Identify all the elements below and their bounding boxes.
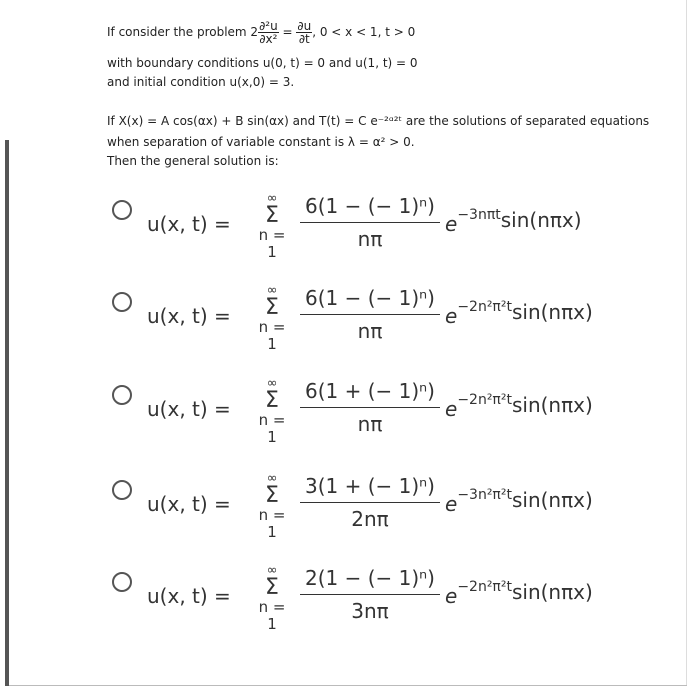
exponent: −3n²π²t	[457, 487, 512, 503]
option-lhs: u(x, t) =	[147, 492, 231, 516]
exponential-term	[445, 392, 593, 421]
sigma-symbol: Σ	[265, 295, 279, 320]
exponential-term	[445, 487, 593, 516]
exponential-term	[445, 579, 593, 608]
exp-base: e	[445, 397, 458, 421]
exp-base: e	[445, 584, 458, 608]
fraction-denominator: 2nπ	[351, 507, 389, 531]
pde-lhs-den: ∂x²	[259, 32, 278, 46]
pde-lhs-fraction	[258, 20, 279, 45]
fraction-numerator: 3(1 + (− 1)ⁿ)	[300, 474, 440, 503]
radio-button[interactable]	[112, 572, 132, 592]
summation	[252, 284, 292, 353]
answer-option-3[interactable]	[112, 376, 672, 465]
sum-upper-limit: ∞	[266, 376, 278, 391]
sine-term: sin(nπx)	[511, 393, 593, 417]
exp-base: e	[445, 304, 458, 328]
summation	[252, 377, 292, 446]
option-lhs: u(x, t) =	[147, 397, 231, 421]
sum-lower-limit: n = 1	[258, 318, 286, 353]
exponent: −3nπt	[457, 207, 501, 223]
sum-lower-limit: n = 1	[258, 598, 286, 633]
fraction-numerator: 2(1 − (− 1)ⁿ)	[300, 566, 440, 595]
left-border-bar	[5, 140, 9, 686]
sum-lower-limit: n = 1	[258, 506, 286, 541]
coefficient-fraction	[300, 474, 440, 531]
pde-rhs-fraction	[296, 20, 312, 45]
coefficient-fraction	[300, 379, 440, 436]
pde-domain: , 0 < x < 1, t > 0	[312, 25, 416, 39]
sine-term: sin(nπx)	[511, 580, 593, 604]
option-lhs: u(x, t) =	[147, 212, 231, 236]
fraction-denominator: nπ	[357, 319, 383, 343]
pde-rhs-num: ∂u	[297, 19, 312, 33]
sum-upper-limit: ∞	[266, 471, 278, 486]
coefficient-fraction	[300, 194, 440, 251]
fraction-numerator: 6(1 − (− 1)ⁿ)	[300, 194, 440, 223]
sine-term: sin(nπx)	[511, 300, 593, 324]
sigma-symbol: Σ	[265, 575, 279, 600]
problem-line-2: with boundary conditions u(0, t) = 0 and u(1, t) = 0	[107, 56, 418, 70]
summation	[252, 192, 292, 261]
option-lhs: u(x, t) =	[147, 584, 231, 608]
exp-base: e	[445, 212, 458, 236]
problem-line-1	[107, 20, 415, 45]
problem-line-5: when separation of variable constant is λ = α² > 0.	[107, 135, 415, 149]
summation	[252, 564, 292, 633]
sum-upper-limit: ∞	[266, 283, 278, 298]
exponent: −2n²π²t	[457, 579, 512, 595]
answer-option-2[interactable]	[112, 283, 672, 372]
sum-lower-limit: n = 1	[258, 226, 286, 261]
radio-button[interactable]	[112, 480, 132, 500]
fraction-denominator: nπ	[357, 227, 383, 251]
problem-line-3: and initial condition u(x,0) = 3.	[107, 75, 295, 89]
sum-upper-limit: ∞	[266, 563, 278, 578]
answer-option-4[interactable]	[112, 471, 672, 560]
exponential-term	[445, 299, 593, 328]
problem-prefix: If consider the problem 2	[107, 25, 259, 39]
fraction-denominator: nπ	[357, 412, 383, 436]
exp-base: e	[445, 492, 458, 516]
radio-button[interactable]	[112, 385, 132, 405]
problem-line-4: If X(x) = A cos(αx) + B sin(αx) and T(t) = C e⁻²ᵅ²ᵗ are the solutions of separated equations	[107, 114, 650, 128]
answer-option-5[interactable]	[112, 563, 672, 652]
exponent: −2n²π²t	[457, 299, 512, 315]
sum-upper-limit: ∞	[266, 191, 278, 206]
summation	[252, 472, 292, 541]
coefficient-fraction	[300, 566, 440, 623]
problem-line-6: Then the general solution is:	[107, 154, 279, 168]
sine-term: sin(nπx)	[511, 488, 593, 512]
fraction-numerator: 6(1 − (− 1)ⁿ)	[300, 286, 440, 315]
right-border-line	[686, 0, 687, 686]
radio-button[interactable]	[112, 292, 132, 312]
sigma-symbol: Σ	[265, 483, 279, 508]
option-lhs: u(x, t) =	[147, 304, 231, 328]
sine-term: sin(nπx)	[500, 208, 582, 232]
sigma-symbol: Σ	[265, 388, 279, 413]
exponential-term	[445, 207, 582, 236]
radio-button[interactable]	[112, 200, 132, 220]
pde-rhs-den: ∂t	[298, 32, 310, 46]
fraction-denominator: 3nπ	[351, 599, 389, 623]
sigma-symbol: Σ	[265, 203, 279, 228]
pde-equals: =	[278, 25, 297, 39]
fraction-numerator: 6(1 + (− 1)ⁿ)	[300, 379, 440, 408]
answer-option-1[interactable]	[112, 191, 672, 280]
sum-lower-limit: n = 1	[258, 411, 286, 446]
pde-lhs-num: ∂²u	[259, 19, 278, 33]
coefficient-fraction	[300, 286, 440, 343]
exponent: −2n²π²t	[457, 392, 512, 408]
